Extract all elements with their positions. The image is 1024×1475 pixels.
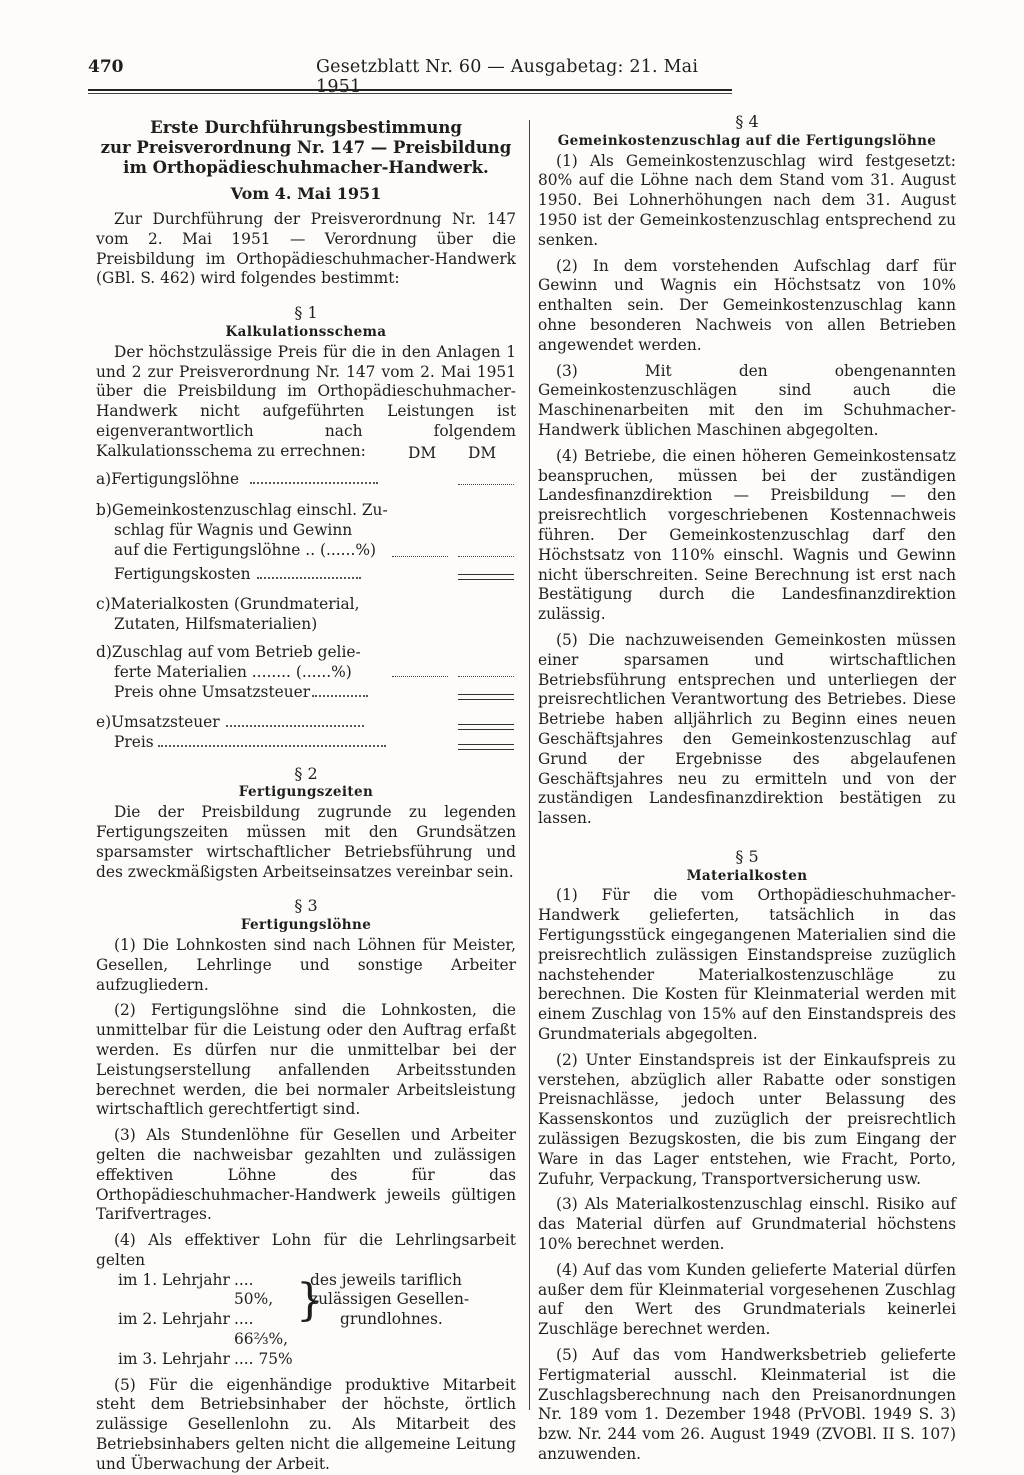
section-5-para-5: (5) Auf das vom Handwerksbetrieb gelieferte Fertigmaterial ausschl. Kleinmaterial ist die Zuschlagsberechnung nach den Preisanordnungen Nr. 189 vom 1. Dezember 1948 (PrVOBl. 1949 S. 3) bzw. Nr. 244 vom 26. August 1949 (ZVOBl. II S. 107) anzuwenden. (538, 1346, 956, 1463)
calc-row-a-text: Fertigungslöhne (111, 469, 240, 488)
dm-column-header-2: DM (468, 443, 497, 462)
section-3-para-3: (3) Als Stundenlöhne für Gesellen und Arbeiter gelten die nachweisbar gezahlten und zulässigen effektiven Löhne des für das Orthopädieschuhmacher-Handwerk jeweils gültigen Tarifvertrages. (96, 1126, 516, 1224)
apprentice-year: im 3. Lehrjahr (118, 1349, 230, 1368)
calc-row-b-text-1: Gemeinkostenzuschlag einschl. Zu- (111, 500, 388, 519)
header-rule-thin (88, 93, 732, 94)
calc-row-b-text-3: auf die Fertigungslöhne .. (......%) (114, 540, 376, 559)
page-number: 470 (88, 57, 124, 77)
apprentice-row-2 (118, 1310, 296, 1350)
section-5-para-1: (1) Für die vom Orthopädieschuhmacher-Handwerk gelieferten, tatsächlich in das Fertigungsstück eingegangenen Materialien sind die preisrechtlich zulässigen Einstandspreise zuzüglich nachstehender Materialkostenzuschläge zu berechnen. Die Kosten für Kleinmaterial werden mit einem Zuschlag von 15% auf den Einstandspreis des Grundmaterials abgegolten. (538, 886, 956, 1044)
section-4-para-3: (3) Mit den obengenannten Gemeinkostenzuschlägen sind auch die Maschinenarbeiten mit den im Schuhmacher-Handwerk üblichen Maschinen abgegolten. (538, 361, 956, 439)
section-3-number: § 3 (294, 896, 318, 916)
calc-row-d-text-2: ferte Materialien ........ (......%) (114, 662, 352, 681)
apprentice-note-2 (310, 1290, 500, 1310)
calc-row-a (96, 470, 396, 490)
left-column (96, 118, 516, 1475)
subtotal-line-d (458, 694, 514, 700)
apprentice-wage-table (96, 1271, 516, 1370)
section-4-para-4: (4) Betriebe, die einen höheren Gemeinkostensatz beanspruchen, müssen bei der zuständigen Landesfinanzdirektion — Preisbildung — den preisrechtlich vorgeschriebenen Kostennachweis führen. Der Gemeinkostenzuschlag darf den Höchstsatz von 110% einschl. Wagnis und Gewinn nicht überschreiten. Seine Berechnung ist erst nach Bestätigung durch die Landesfinanzdirektion zulässig. (538, 446, 956, 624)
section-3-para-1: (1) Die Lohnkosten sind nach Löhnen für Meister, Gesellen, Lehrlinge und sonstige Arbeiter aufzugliedern. (96, 935, 516, 994)
calc-row-b-label: b) (96, 500, 112, 519)
calc-row-d (96, 642, 396, 702)
regulation-title-line-3: im Orthopädieschuhmacher-Handwerk. (123, 158, 489, 177)
calc-row-b-sum: Fertigungskosten (114, 564, 251, 583)
calc-row-e-label: e) (96, 712, 112, 731)
section-2-text: Die der Preisbildung zugrunde zu legenden Fertigungszeiten müssen mit den Grundsätzen sparsamster wirtschaftlicher Betriebsführung und des zweckmäßigsten Arbeitseinsatzes vereinbar sein. (96, 803, 516, 881)
section-5-para-2: (2) Unter Einstandspreis ist der Einkaufspreis zu verstehen, abzüglich aller Rabatte oder sonstigen Preisnachlässe, jedoch unter Belassung des Kassenskontos und zuzüglich der preisrechtlich zulässigen Bezugskosten, die bis zum Eingang der Ware in das Lager entstehen, wie Fracht, Porto, Zufuhr, Verpackung, Transportversicherung usw. (538, 1050, 956, 1188)
right-column (538, 112, 956, 1465)
apprentice-note: des jeweils tariflich (310, 1270, 462, 1289)
calc-row-a-label: a) (96, 469, 112, 488)
apprentice-row-3 (118, 1350, 296, 1370)
section-4-para-2: (2) In dem vorstehenden Aufschlag darf für Gewinn und Wagnis ein Höchstsatz von 10% enthalten sein. Der Gemeinkostenzuschlag kann ohne besonderen Nachweis von allen Betrieben angewendet werden. (538, 256, 956, 354)
apprentice-percentage: .... 66⅔%, (234, 1310, 289, 1349)
section-5-title: Materialkosten (686, 867, 808, 884)
calc-row-d-sum: Preis ohne Umsatzsteuer (114, 682, 311, 701)
section-4-para-1: (1) Als Gemeinkostenzuschlag wird festgesetzt: 80% auf die Löhne nach dem Stand vom 31. August 1950. Bei Lohnerhöhungen nach dem 31. August 1950 ist der Gemeinkostenzuschlag entsprechend zu senken. (538, 151, 956, 249)
section-3-title: Fertigungslöhne (240, 917, 372, 934)
calc-row-e-sum: Preis (114, 732, 154, 751)
section-1-title: Kalkulationsschema (225, 323, 387, 340)
section-2-number: § 2 (294, 763, 318, 783)
brace-glyph: } (296, 1274, 324, 1326)
dot-leader (226, 719, 364, 727)
amount-line-d2 (458, 674, 514, 677)
dot-leader (257, 571, 361, 579)
column-divider (529, 120, 530, 1410)
header-rule (88, 89, 732, 91)
total-line (458, 744, 514, 750)
regulation-title-line-1: Erste Durchführungsbestimmung (150, 118, 462, 137)
intro-paragraph: Zur Durchführung der Preisverordnung Nr. 147 vom 2. Mai 1951 — Verordnung über die Preisbildung im Orthopädieschuhmacher-Handwerk (GBl. S. 462) wird folgendes bestimmt: (96, 210, 516, 288)
section-1-text: Der höchstzulässige Preis für die in den Anlagen 1 und 2 zur Preisverordnung Nr. 147 vom 2. Mai 1951 über die Preisbildung im Orthopädieschuhmacher-Handwerk nicht aufgeführten Leistungen ist eigenverantwortlich nach folgendem Kalkulationsschema zu errechnen: (96, 342, 516, 460)
amount-line-a (458, 482, 514, 485)
calc-row-e-text: Umsatzsteuer (111, 712, 220, 731)
calc-row-c-text-2: Zutaten, Hilfsmaterialien) (114, 614, 318, 633)
section-3-para-4: (4) Als effektiver Lohn für die Lehrlingsarbeit gelten (96, 1231, 516, 1269)
page-header (88, 57, 728, 97)
section-3-para-2: (2) Fertigungslöhne sind die Lohnkosten, die unmittelbar für die Leistung oder den Auftrag erfaßt werden. Es dürfen nur die unmittelbar bei der Leistungserstellung anfallenden Arbeitsstunden berechnet werden, die bei normaler Arbeitsleistung wirtschaftlich gerechtfertigt sind. (96, 1001, 516, 1119)
section-4-title: Gemeinkostenzuschlag auf die Fertigungslöhne (557, 132, 937, 149)
apprentice-row-1 (118, 1271, 296, 1311)
calc-row-c-text-1: Materialkosten (Grundmaterial, (110, 594, 360, 613)
section-2-title: Fertigungszeiten (238, 784, 374, 801)
calc-row-e (96, 712, 396, 752)
calculation-scheme (96, 443, 516, 758)
section-1-number: § 1 (294, 303, 318, 323)
apprentice-year: im 2. Lehrjahr (118, 1310, 230, 1329)
dm-column-header-1: DM (408, 443, 437, 462)
section-3-para-5: (5) Für die eigenhändige produktive Mitarbeit steht dem Betriebsinhaber der höchste, örtlich zulässige Gesellenlohn zu. Als Mitarbeit des Betriebsinhabers gelten nicht die allgemeine Leitung und Überwachung der Arbeit. (96, 1375, 516, 1473)
section-5-number: § 5 (735, 846, 759, 866)
subtotal-line-b (458, 574, 514, 580)
apprentice-percentage: .... 50%, (234, 1270, 274, 1309)
regulation-title-line-2: zur Preisverordnung Nr. 147 — Preisbildung (100, 138, 512, 157)
apprentice-note: grundlohnes. (340, 1310, 443, 1329)
calc-row-b-text-2: schlag für Wagnis und Gewinn (114, 520, 353, 539)
gazette-title: Gesetzblatt Nr. 60 — Ausgabetag: 21. Mai 1951 (316, 57, 699, 97)
amount-line-e (458, 724, 514, 730)
dot-leader (158, 739, 386, 747)
section-5-para-3: (3) Als Materialkostenzuschlag einschl. Risiko auf das Material dürfen auf Grundmaterial höchstens 10% berechnet werden. (538, 1195, 956, 1254)
calc-row-c-label: c) (96, 594, 111, 613)
calc-row-c (96, 594, 396, 634)
section-5-para-4: (4) Auf das vom Kunden gelieferte Material dürfen außer dem für Kleinmaterial vorgesehenen Zuschlag auf den Wert des Grundmaterials keinerlei Zuschläge berechnet werden. (538, 1260, 956, 1339)
dot-leader (312, 689, 368, 697)
amount-line-d (392, 674, 448, 677)
amount-line-b2 (458, 554, 514, 557)
calc-row-d-text-1: Zuschlag auf vom Betrieb gelie- (111, 642, 361, 661)
amount-line-b (392, 554, 448, 557)
apprentice-year: im 1. Lehrjahr (118, 1270, 230, 1289)
dot-leader (250, 476, 378, 484)
apprentice-note-3 (310, 1310, 500, 1330)
calc-row-b (96, 500, 396, 584)
apprentice-percentage: .... 75% (234, 1349, 293, 1368)
regulation-date: Vom 4. Mai 1951 (230, 184, 382, 203)
section-4-number: § 4 (735, 112, 759, 131)
section-4-para-5: (5) Die nachzuweisenden Gemeinkosten müssen einer sparsamen und wirtschaftlichen Betriebsführung entsprechen und unterliegen der preisrechtlichen Verantwortung des Betriebes. Diese Betriebe haben alljährlich zu Beginn eines neuen Geschäftsjahres den Gemeinkostenzuschlag auf Grund der Ergebnisse des abgelaufenen Geschäftsjahres neu zu ermitteln und von der zuständigen Landesfinanzdirektion bestätigen zu lassen. (538, 630, 956, 828)
apprentice-note: zulässigen Gesellen- (310, 1290, 470, 1309)
apprentice-note-1 (310, 1271, 500, 1291)
calc-row-d-label: d) (96, 642, 112, 661)
